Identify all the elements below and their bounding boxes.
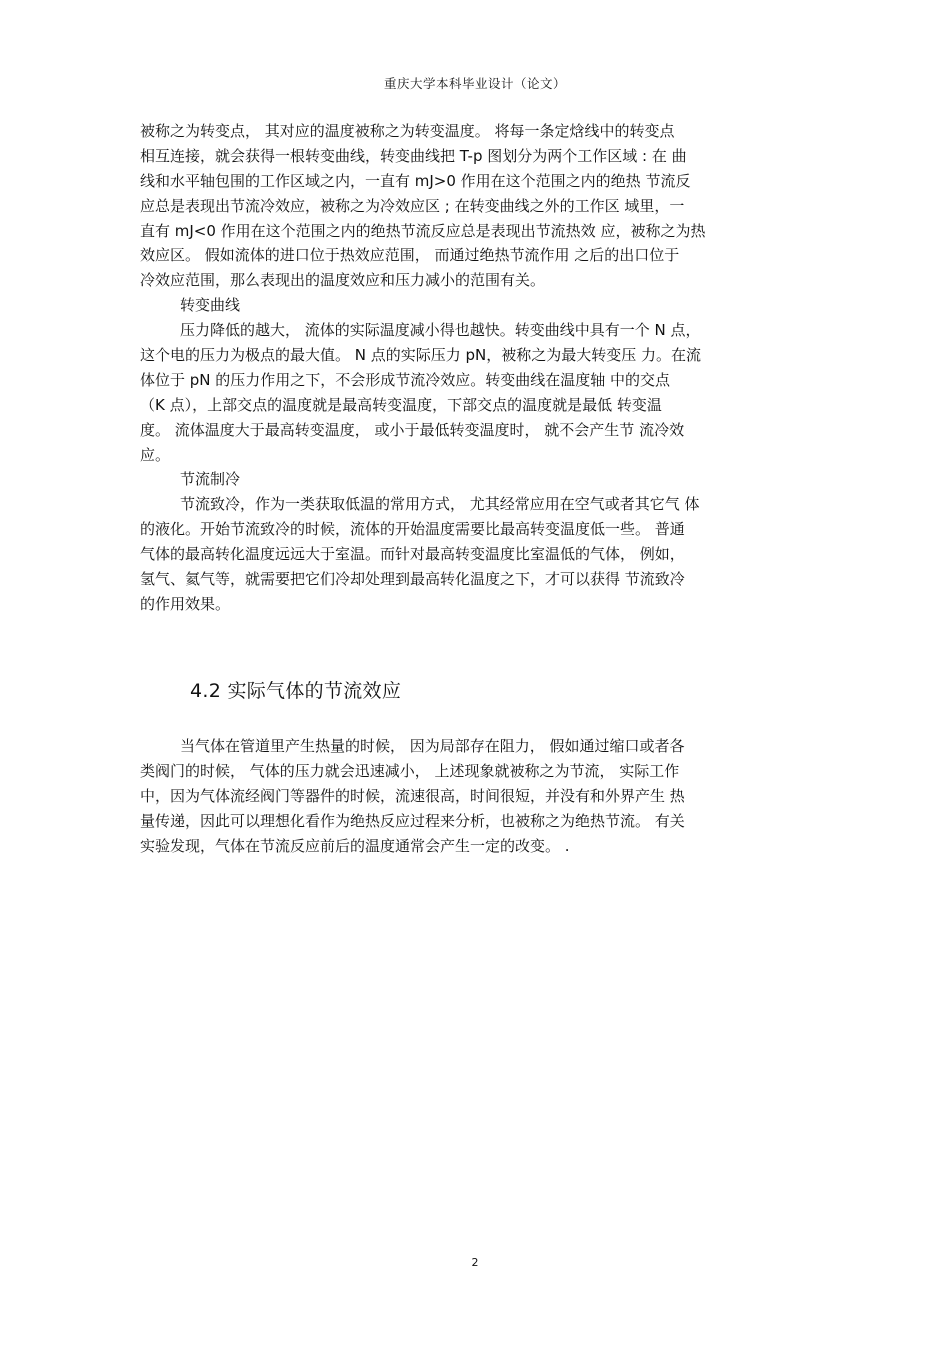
- text-line: 体位于 pN 的压力作用之下，不会形成节流冷效应。转变曲线在温度轴 中的交点: [140, 370, 671, 389]
- text-line: 被称之为转变点， 其对应的温度被称之为转变温度。 将每一条定焓线中的转变点: [140, 122, 675, 140]
- text-line: 相互连接，就会获得一根转变曲线，转变曲线把 T-p 图划分为两个工作区域 : 在 曲: [140, 146, 687, 165]
- text-line: 压力降低的越大， 流体的实际温度减小得也越快。转变曲线中具有一个 N 点，: [180, 321, 701, 340]
- text-line: 节流致冷，作为一类获取低温的常用方式， 尤其经常应用在空气或者其它气 体: [180, 495, 700, 514]
- text-line: 实验发现，气体在节流反应前后的温度通常会产生一定的改变。 .: [140, 836, 570, 855]
- text-line: 量传递，因此可以理想化看作为绝热反应过程来分析，也被称之为绝热节流。 有关: [140, 811, 685, 830]
- text-line: 冷效应范围，那么表现出的温度效应和压力减小的范围有关。: [140, 271, 546, 290]
- text-line: 效应区。 假如流体的进口位于热效应范围， 而通过绝热节流作用 之后的出口位于: [140, 246, 680, 265]
- text-line: 当气体在管道里产生热量的时候， 因为局部存在阻力， 假如通过缩口或者各: [180, 737, 685, 755]
- text-line: 度。 流体温度大于最高转变温度， 或小于最低转变温度时， 就不会产生节 流冷效: [140, 420, 685, 439]
- subheading-transition-curve: 转变曲线: [180, 296, 241, 315]
- text-line: 直有 mJ<0 作用在这个范围之内的绝热节流反应总是表现出节流热效 应，被称之为热: [140, 221, 706, 240]
- text-line: 这个电的压力为极点的最大值。 N 点的实际压力 pN，被称之为最大转变压 力。在流: [140, 346, 702, 365]
- running-header: 重庆大学本科毕业设计（论文）: [383, 76, 566, 91]
- section-heading: 4.2 实际气体的节流效应: [190, 680, 402, 702]
- paragraph-transition-point: [140, 119, 812, 617]
- text-line: 氢气、氦气等，就需要把它们冷却处理到最高转化温度之下，才可以获得 节流致冷: [140, 570, 685, 589]
- text-line: 类阀门的时候， 气体的压力就会迅速减小， 上述现象就被称之为节流， 实际工作: [140, 761, 680, 780]
- text-line: 的液化。开始节流致冷的时候，流体的开始温度需要比最高转变温度低一些。 普通: [140, 520, 685, 539]
- text-line: 应。: [140, 445, 171, 464]
- text-line: 线和水平轴包围的工作区域之内，一直有 mJ>0 作用在这个范围之内的绝热 节流反: [140, 171, 691, 190]
- text-line: 中，因为气体流经阀门等器件的时候，流速很高，时间很短，并没有和外界产生 热: [140, 786, 685, 805]
- subheading-throttle-refrigeration: 节流制冷: [180, 470, 241, 489]
- page-number: 2: [471, 1256, 479, 1269]
- text-line: 的作用效果。: [140, 594, 231, 613]
- paragraph-real-gas-throttling: [140, 734, 812, 858]
- text-line: 应总是表现出节流冷效应，被称之为冷效应区 ; 在转变曲线之外的工作区 域里，一: [140, 196, 685, 215]
- text-line: （K 点），上部交点的温度就是最高转变温度，下部交点的温度就是最低 转变温: [140, 395, 662, 414]
- text-line: 气体的最高转化温度远远大于室温。而针对最高转变温度比室温低的气体， 例如，: [140, 545, 685, 564]
